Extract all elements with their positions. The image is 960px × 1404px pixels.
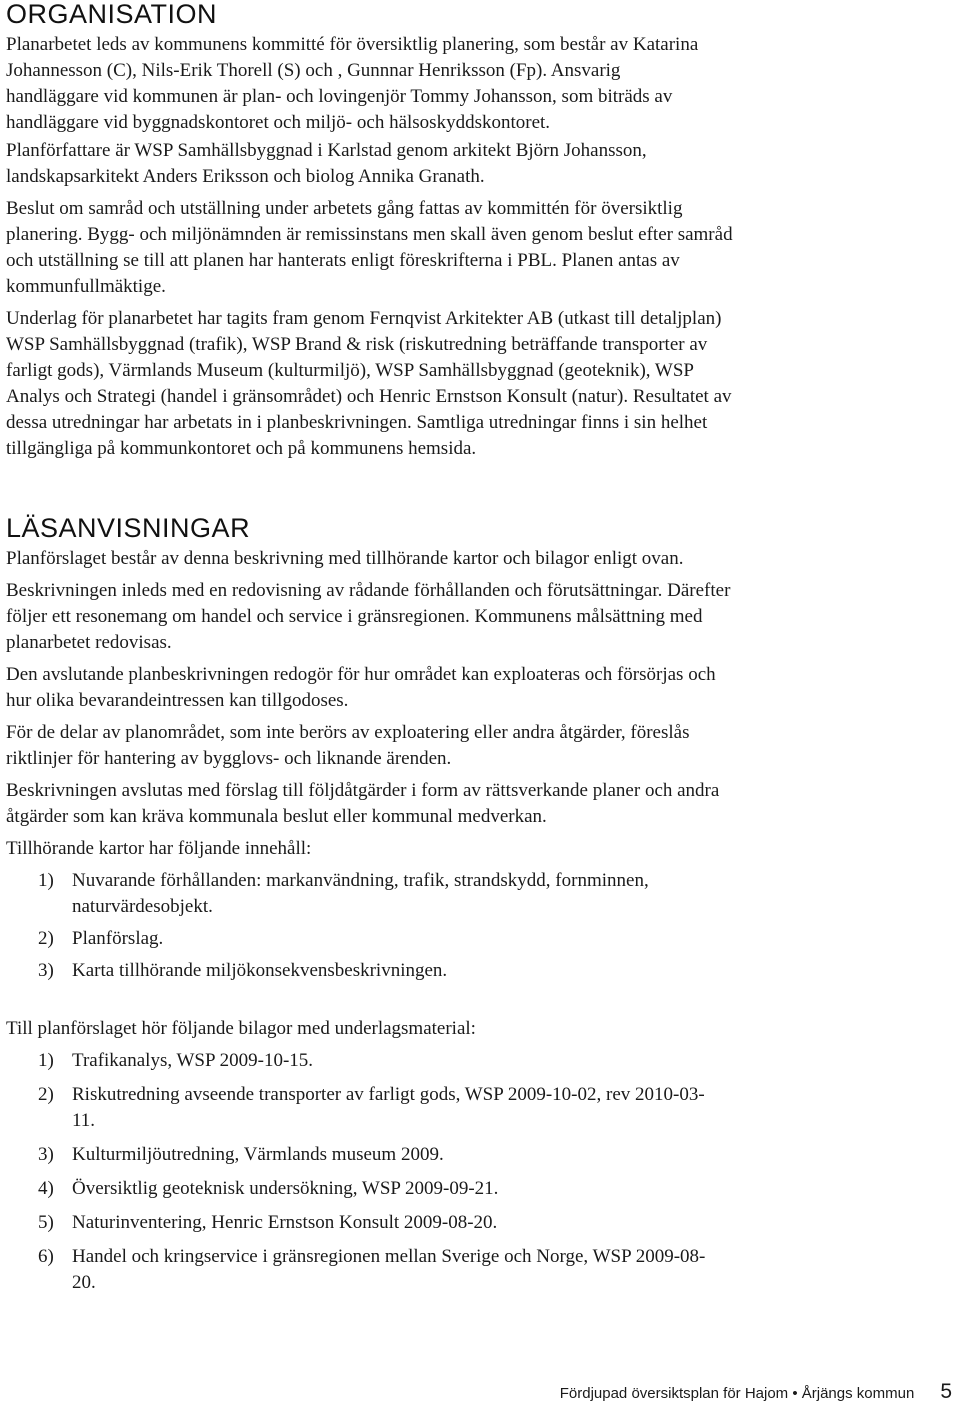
- appendix-intro: Till planförslaget hör följande bilagor med underlagsmaterial:: [6, 1018, 476, 1039]
- list-item: 3) Karta tillhörande miljökonsekvensbeskrivningen.: [38, 960, 448, 981]
- organisation-heading: ORGANISATION: [6, 0, 218, 29]
- list-item: 1) Nuvarande förhållanden: markanvändning, trafik, strandskydd, fornminnen, naturvärdesobjekt.: [38, 870, 649, 917]
- organisation-paragraph: Planförfattare är WSP Samhällsbyggnad i Karlstad genom arkitekt Björn Johansson, landskapsarkitekt Anders Eriksson och biolog Annika Granath.: [6, 140, 647, 187]
- lasanvisningar-paragraph: Beskrivningen avslutas med förslag till följdåtgärder i form av rättsverkande planer och andra åtgärder som kan kräva kommunala beslut eller kommunal medverkan.: [6, 780, 720, 827]
- organisation-paragraph: Underlag för planarbetet har tagits fram genom Fernqvist Arkitekter AB (utkast till detaljplan) WSP Samhällsbyggnad (trafik), WSP Brand & risk (riskutredning beträffande transporter av farligt gods), Värmlands Museum (kulturmiljö), WSP Samhällsbyggnad (geoteknik), WSP Analys och Strategi (handel i gränsområdet) och Henric Ernstson Konsult (natur). Resultatet av dessa utredningar har arbetats in i planbeskrivningen. Samtliga utredningar finns i sin helhet tillgängliga på kommunkontoret och på kommunens hemsida.: [6, 308, 732, 459]
- list-item: 1) Trafikanalys, WSP 2009-10-15.: [38, 1050, 314, 1071]
- footer-title: Fördjupad översiktsplan för Hajom • Årjängs kommun: [559, 1385, 915, 1402]
- page-footer: [560, 1380, 952, 1404]
- lasanvisningar-paragraph: Beskrivningen inleds med en redovisning av rådande förhållanden och förutsättningar. Därefter följer ett resonemang om handel och service i gränsregionen. Kommunens målsättning med planarbetet redovisas.: [6, 580, 731, 653]
- document-page: [6, 0, 946, 1296]
- organisation-paragraph: Planarbetet leds av kommunens kommitté för översiktlig planering, som består av Katarina Johannesson (C), Nils-Erik Thorell (S) och , Gunnnar Henriksson (Fp). Ansvarig handläggare vid kommunen är plan- och lovingenjör Tommy Johansson, som biträds av handläggare vid byggnadskontoret och miljö- och hälsoskyddskontoret.: [6, 34, 699, 133]
- maps-intro: Tillhörande kartor har följande innehåll:: [6, 838, 312, 859]
- appendix-list: [6, 1048, 706, 1296]
- list-item: 2) Planförslag.: [38, 928, 164, 949]
- list-item: 4) Översiktlig geoteknisk undersökning, WSP 2009-09-21.: [38, 1178, 499, 1199]
- lasanvisningar-heading: LÄSANVISNINGAR: [6, 513, 251, 543]
- page-number: 5: [940, 1380, 952, 1403]
- list-item: 3) Kulturmiljöutredning, Värmlands museum 2009.: [38, 1144, 444, 1165]
- list-item: 2) Riskutredning avseende transporter av farligt gods, WSP 2009-10-02, rev 2010-03-11.: [38, 1084, 705, 1131]
- maps-list: [6, 868, 746, 984]
- lasanvisningar-paragraph: För de delar av planområdet, som inte berörs av exploatering eller andra åtgärder, föreslås riktlinjer för hantering av bygglovs- och liknande ärenden.: [6, 722, 690, 769]
- list-item: 5) Naturinventering, Henric Ernstson Konsult 2009-08-20.: [38, 1212, 498, 1233]
- lasanvisningar-paragraph: Den avslutande planbeskrivningen redogör för hur området kan exploateras och försörjas och hur olika bevarandeintressen kan tillgodoses.: [6, 664, 716, 711]
- list-item: 6) Handel och kringservice i gränsregionen mellan Sverige och Norge, WSP 2009-08-20.: [38, 1246, 706, 1293]
- organisation-paragraph: Beslut om samråd och utställning under arbetets gång fattas av kommittén för översiktlig planering. Bygg- och miljönämnden är remissinstans men skall även genom beslut efter samråd och utställning se till att planen har hanterats enligt föreskrifterna i PBL. Planen antas av kommunfullmäktige.: [6, 198, 733, 297]
- lasanvisningar-paragraph: Planförslaget består av denna beskrivning med tillhörande kartor och bilagor enligt ovan.: [6, 548, 684, 569]
